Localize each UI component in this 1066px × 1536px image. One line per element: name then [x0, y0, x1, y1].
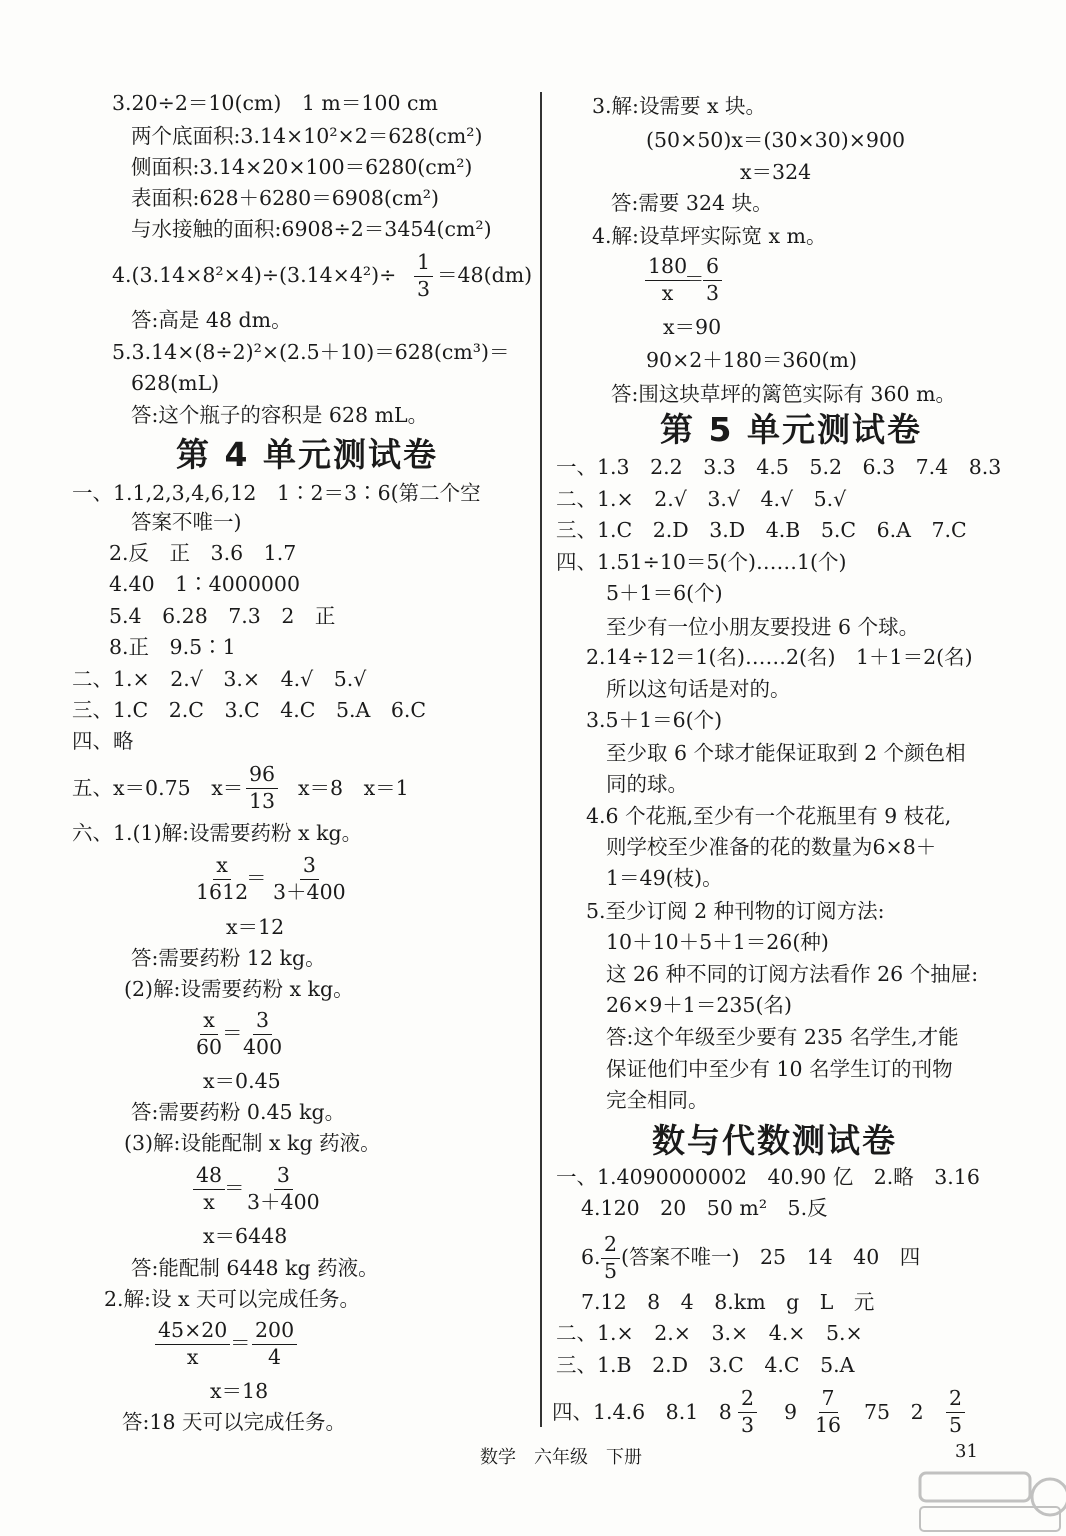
text-line: 答:需要药粉 0.45 kg。: [131, 1100, 346, 1124]
text-line: 1＝49(枝)。: [606, 866, 723, 890]
denominator: 5: [604, 1258, 618, 1283]
numerator: 45×20: [155, 1318, 230, 1345]
text-line: 二、1.× 2.√ 3.√ 4.√ 5.√: [556, 487, 847, 511]
text-line: 3.解:设需要 x 块。: [592, 94, 767, 118]
text-line: x＝0.45: [203, 1069, 281, 1093]
fraction: [155, 1318, 230, 1370]
fraction: [812, 1386, 844, 1438]
text-line: 完全相同。: [606, 1088, 709, 1112]
text-line: 至少取 6 个球才能保证取到 2 个颜色相: [606, 741, 966, 765]
denominator: x: [203, 1189, 215, 1214]
denominator: 1612: [196, 879, 249, 904]
fraction: [244, 1163, 323, 1215]
numerator: 6: [703, 254, 722, 281]
text-line: x＝324: [740, 160, 812, 184]
text-line: 答:需要药粉 12 kg。: [131, 946, 326, 970]
text-line: 5.至少订阅 2 种刊物的订阅方法:: [586, 899, 885, 923]
text-line: 二、1.× 2.√ 3.× 4.√ 5.√: [72, 667, 367, 691]
numerator: x: [200, 1008, 218, 1035]
numerator: 7: [819, 1386, 838, 1413]
text-line: 26×9＋1＝235(名): [606, 993, 792, 1017]
page-footer: 数学 六年级 下册: [480, 1447, 642, 1468]
page-number: 31: [955, 1441, 978, 1462]
text-line: 与水接触的面积:6908÷2＝3454(cm²): [131, 217, 492, 241]
text-line: 三、1.C 2.D 3.D 4.B 5.C 6.A 7.C: [556, 518, 967, 542]
text-line: 答:需要 324 块。: [611, 191, 773, 215]
text-line: 90×2＋180＝360(m): [646, 348, 857, 372]
text-line: 8.正 9.5∶1: [109, 635, 236, 659]
equals-sign: ＝: [224, 1176, 245, 1200]
denominator: 3: [706, 280, 720, 305]
equals-sign: ＝: [684, 267, 705, 291]
text-line: x＝6448: [203, 1224, 288, 1248]
text-line: 2.解:设 x 天可以完成任务。: [104, 1287, 361, 1311]
text-line: (3)解:设能配制 x kg 药液。: [124, 1131, 381, 1155]
fraction: [414, 250, 433, 302]
text-line: x＝12: [226, 915, 285, 939]
text-line: 四、1.51÷10＝5(个)……1(个): [556, 550, 847, 574]
text-line: 表面积:628＋6280＝6908(cm²): [131, 186, 440, 210]
text-line: 二、1.× 2.× 3.× 4.× 5.×: [556, 1321, 863, 1345]
numerator: 96: [246, 762, 278, 789]
text-line: 两个底面积:3.14×10²×2＝628(cm²): [131, 124, 483, 148]
watermark-logo-icon: [900, 1455, 1066, 1536]
text-line: 2.14÷12＝1(名)……2(名) 1＋1＝2(名): [586, 645, 973, 669]
text-line: (答案不唯一) 25 14 40 四: [621, 1245, 921, 1269]
equals-sign: ＝: [230, 1331, 251, 1355]
numerator: 3: [274, 1163, 293, 1190]
text-line: 答:18 天可以完成任务。: [122, 1410, 347, 1434]
text-line: 四、1.4.6 8.1 8: [552, 1400, 732, 1424]
denominator: 13: [249, 788, 276, 813]
fraction: [193, 1163, 225, 1215]
text-line: 答:这个瓶子的容积是 628 mL。: [131, 403, 429, 427]
denominator: x: [661, 280, 674, 305]
column-divider: [540, 92, 542, 1427]
numerator: 2: [601, 1232, 620, 1259]
numerator: 2: [738, 1386, 757, 1413]
text-line: 5＋1＝6(个): [606, 581, 723, 605]
text-line: 7.12 8 4 8.km g L 元: [581, 1290, 875, 1314]
denominator: 3＋400: [247, 1189, 320, 1214]
equals-sign: ＝: [222, 1021, 243, 1045]
fraction: [703, 254, 722, 306]
fraction: [270, 853, 349, 905]
text-line: 五、x＝0.75 x＝: [72, 776, 244, 800]
text-line: 一、1.1,2,3,4,6,12 1∶2＝3∶6(第二个空: [72, 481, 481, 505]
text-line: 至少有一位小朋友要投进 6 个球。: [606, 615, 920, 639]
denominator: 3: [417, 276, 431, 301]
text-line: 答:高是 48 dm。: [131, 308, 292, 332]
section-heading: 第 4 单元测试卷: [176, 435, 438, 474]
denominator: 60: [196, 1034, 223, 1059]
denominator: 3＋400: [273, 879, 346, 904]
text-line: (50×50)x＝(30×30)×900: [646, 128, 906, 152]
equals-sign: ＝: [246, 866, 267, 890]
numerator: 200: [252, 1318, 297, 1345]
fraction: [601, 1232, 620, 1284]
text-line: 三、1.C 2.C 3.C 4.C 5.A 6.C: [72, 698, 427, 722]
text-line: 4.解:设草坪实际宽 x m。: [592, 224, 827, 248]
numerator: x: [213, 853, 231, 880]
fraction: [946, 1386, 965, 1438]
text-line: 4.120 20 50 m² 5.反: [581, 1196, 828, 1220]
denominator: 16: [815, 1412, 842, 1437]
denominator: x: [186, 1344, 199, 1369]
text-line: 一、1.4090000002 40.90 亿 2.略 3.16: [556, 1165, 980, 1189]
text-line: x＝90: [663, 315, 722, 339]
text-line: 则学校至少准备的花的数量为6×8＋: [606, 835, 937, 859]
fraction: [193, 1008, 225, 1060]
fraction: [252, 1318, 297, 1370]
section-heading: 数与代数测试卷: [652, 1121, 897, 1160]
text-line: 保证他们中至少有 10 名学生订的刊物: [606, 1057, 953, 1081]
denominator: 400: [243, 1034, 283, 1059]
text-line: 5.4 6.28 7.3 2 正: [109, 604, 336, 628]
fraction: [246, 762, 278, 814]
text-line: 3.20÷2＝10(cm) 1 m＝100 cm: [112, 91, 438, 115]
text-line: 2.反 正 3.6 1.7: [109, 541, 297, 565]
numerator: 3: [253, 1008, 272, 1035]
text-line: 侧面积:3.14×20×100＝6280(cm²): [131, 155, 473, 179]
fraction: [738, 1386, 757, 1438]
text-line: 3.5＋1＝6(个): [586, 708, 723, 732]
section-heading: 第 5 单元测试卷: [660, 410, 922, 449]
text-line: 六、1.(1)解:设需要药粉 x kg。: [72, 821, 363, 845]
text-line: 同的球。: [606, 772, 688, 796]
numerator: 2: [946, 1386, 965, 1413]
numerator: 3: [300, 853, 319, 880]
text-line: 4.(3.14×8²×4)÷(3.14×4²)÷: [112, 263, 397, 287]
numerator: 48: [193, 1163, 225, 1190]
text-line: 所以这句话是对的。: [606, 677, 791, 701]
text-line: 9: [784, 1400, 798, 1424]
text-line: 这 26 种不同的订阅方法看作 26 个抽屉:: [606, 962, 979, 986]
denominator: 4: [268, 1344, 282, 1369]
text-line: 4.40 1∶4000000: [109, 572, 300, 596]
numerator: 180: [645, 254, 690, 281]
text-line: x＝8 x＝1: [298, 776, 409, 800]
text-line: 一、1.3 2.2 3.3 4.5 5.2 6.3 7.4 8.3: [556, 455, 1002, 479]
text-line: 75 2: [864, 1400, 924, 1424]
text-line: 10＋10＋5＋1＝26(种): [606, 930, 829, 954]
text-line: 三、1.B 2.D 3.C 4.C 5.A: [556, 1353, 855, 1377]
text-line: 5.3.14×(8÷2)²×(2.5＋10)＝628(cm³)＝: [112, 340, 510, 364]
text-line: (2)解:设需要药粉 x kg。: [124, 977, 354, 1001]
text-line: ＝48(dm): [437, 263, 533, 287]
fraction: [193, 853, 251, 905]
denominator: 3: [741, 1412, 755, 1437]
denominator: 5: [949, 1412, 963, 1437]
text-line: 四、略: [72, 729, 134, 753]
text-line: 答:能配制 6448 kg 药液。: [131, 1256, 379, 1280]
text-line: 答案不唯一): [131, 510, 242, 534]
text-line: x＝18: [210, 1379, 269, 1403]
text-line: 628(mL): [131, 371, 220, 395]
text-line: 答:围这块草坪的篱笆实际有 360 m。: [611, 382, 957, 406]
numerator: 1: [414, 250, 433, 277]
text-line: 4.6 个花瓶,至少有一个花瓶里有 9 枝花,: [586, 804, 952, 828]
text-line: 答:这个年级至少要有 235 名学生,才能: [606, 1025, 959, 1049]
text-line: 6.: [581, 1245, 601, 1269]
fraction: [240, 1008, 285, 1060]
